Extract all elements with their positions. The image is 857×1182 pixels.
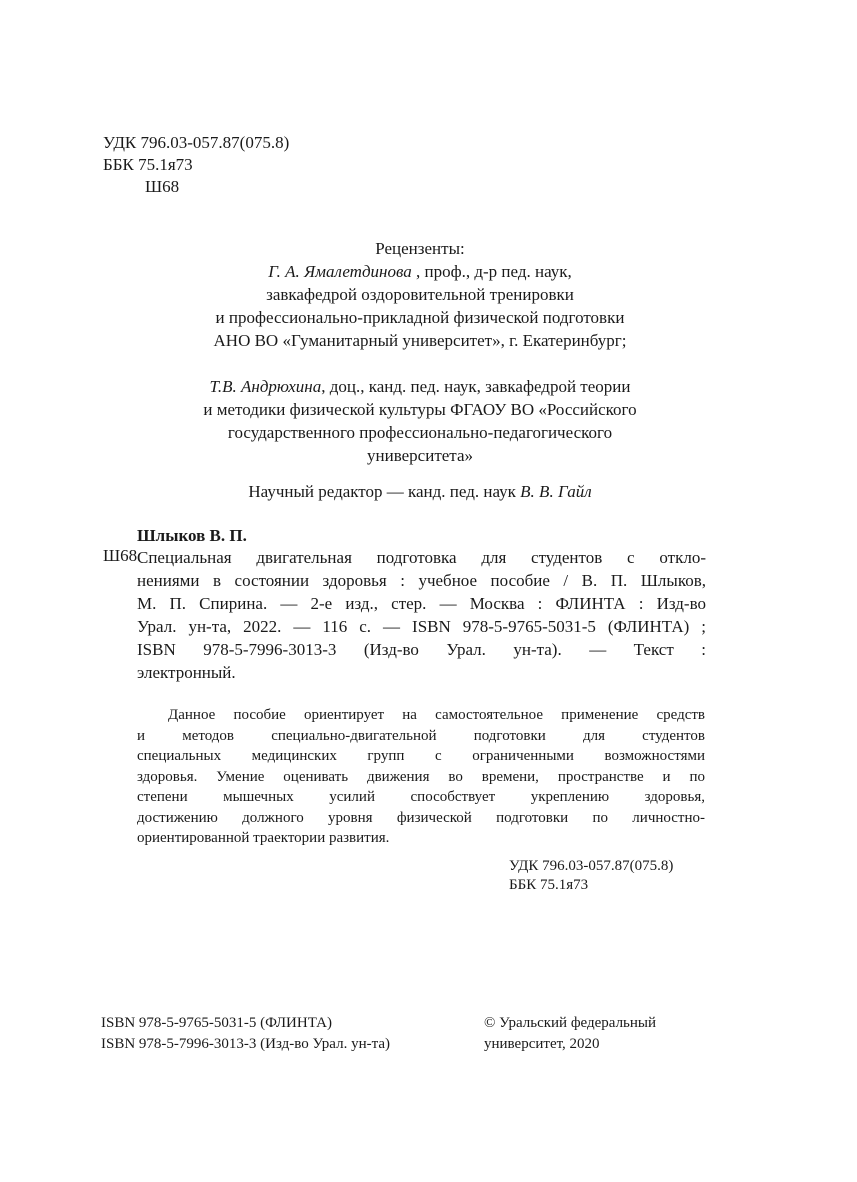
- record-line: Специальная двигательная подготовка для студентов с откло-: [137, 548, 706, 567]
- isbn-block: [101, 1013, 390, 1054]
- record-line: электронный.: [137, 663, 236, 682]
- classification-codes: [103, 132, 289, 198]
- record-line: Урал. ун-та, 2022. — 116 с. — ISBN 978-5-9765-5031-5 (ФЛИНТА) ;: [137, 617, 706, 636]
- reviewer-2-line-4: университета»: [367, 446, 473, 465]
- reviewer-2-line-2: и методики физической культуры ФГАОУ ВО «Российского: [203, 400, 637, 419]
- bibliographic-record: [137, 546, 706, 684]
- reviewer-2-name: Т.В. Андрюхина: [209, 377, 322, 396]
- annotation: [137, 705, 705, 849]
- record-author: Шлыков В. П.: [137, 526, 247, 545]
- annotation-line: здоровья. Умение оценивать движения во времени, пространстве и по: [137, 768, 705, 785]
- reviewer-1-line-2: завкафедрой оздоровительной тренировки: [266, 285, 574, 304]
- reviewer-2-line-1: [150, 375, 690, 398]
- editor-label: Научный редактор — канд. пед. наук: [248, 482, 521, 501]
- editor-name: В. В. Гайл: [520, 482, 592, 501]
- record-line: М. П. Спирина. — 2-е изд., стер. — Москва : ФЛИНТА : Изд-во: [137, 594, 706, 613]
- annotation-line: специальных медицинских групп с ограниченными возможностями: [137, 748, 705, 764]
- record-author-mark: Ш68: [103, 546, 138, 565]
- udk-code-bottom: УДК 796.03-057.87(075.8): [509, 858, 674, 874]
- copyright-line-1: © Уральский федеральный: [484, 1015, 657, 1031]
- scientific-editor: [150, 480, 690, 503]
- classification-codes-bottom: [509, 857, 673, 895]
- isbn-ural: ISBN 978-5-7996-3013-3 (Изд-во Урал. ун-та): [101, 1035, 390, 1052]
- isbn-flinta: ISBN 978-5-9765-5031-5 (ФЛИНТА): [101, 1015, 332, 1031]
- reviewer-1-line-4: АНО ВО «Гуманитарный университет», г. Екатеринбург;: [213, 331, 627, 350]
- bbk-code-bottom: ББК 75.1я73: [509, 877, 589, 893]
- annotation-line: Данное пособие ориентирует на самостоятельное применение средств: [168, 707, 705, 723]
- annotation-line: ориентированной траектории развития.: [137, 830, 390, 846]
- copyright-block: [484, 1013, 656, 1054]
- reviewer-1-title: , проф., д-р пед. наук,: [411, 262, 572, 281]
- reviewer-1-name: Г. А. Ямалетдинова: [268, 262, 412, 281]
- bbk-code: ББК 75.1я73: [103, 155, 193, 174]
- reviewers-block: [150, 237, 690, 467]
- copyright-line-2: университет, 2020: [484, 1035, 600, 1052]
- reviewer-2-line-3: государственного профессионально-педагогического: [227, 423, 613, 442]
- annotation-line: достижению должного уровня физической подготовки по личностно-: [137, 809, 705, 826]
- reviewers-heading: Рецензенты:: [375, 239, 465, 258]
- reviewer-1-line-1: [150, 260, 690, 283]
- annotation-line: и методов специально-двигательной подготовки для студентов: [137, 727, 705, 744]
- record-line: нениями в состоянии здоровья : учебное пособие / В. П. Шлыков,: [137, 571, 706, 590]
- reviewer-2-title: , доц., канд. пед. наук, завкафедрой теории: [321, 377, 631, 396]
- udk-code: УДК 796.03-057.87(075.8): [103, 133, 290, 152]
- author-mark: Ш68: [145, 177, 180, 196]
- reviewer-1-line-3: и профессионально-прикладной физической подготовки: [215, 308, 625, 327]
- annotation-line: степени мышечных усилий способствует укреплению здоровья,: [137, 789, 705, 805]
- record-line: ISBN 978-5-7996-3013-3 (Изд-во Урал. ун-та). — Текст :: [137, 640, 706, 659]
